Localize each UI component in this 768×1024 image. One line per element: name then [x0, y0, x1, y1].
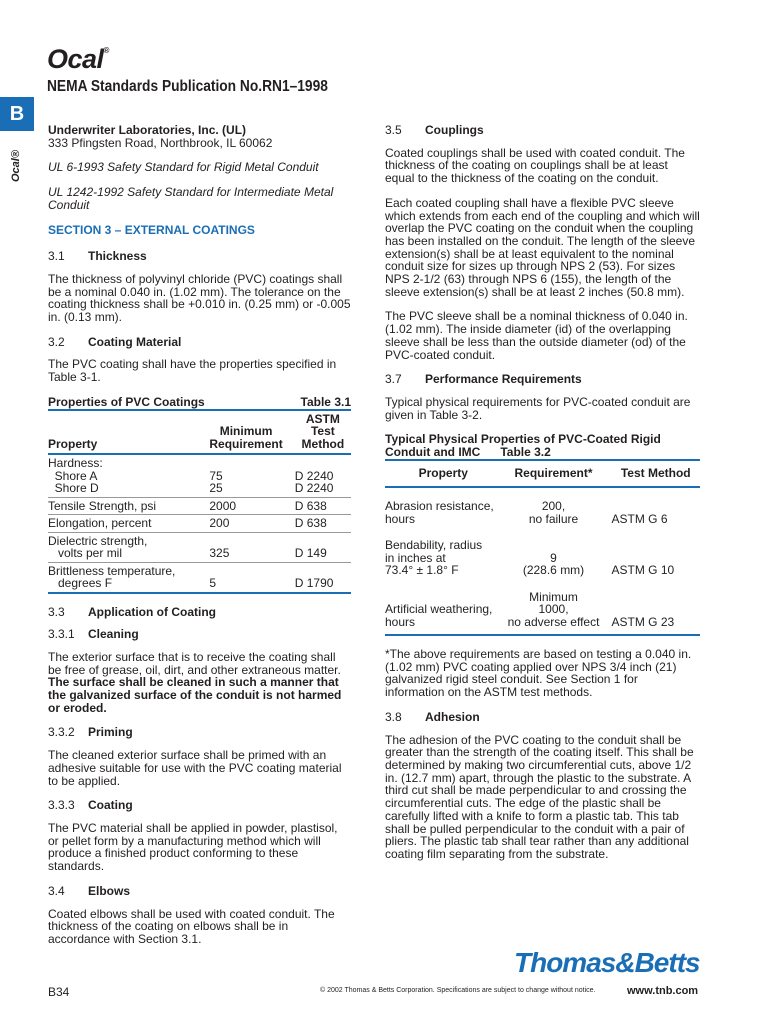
table-row	[48, 515, 351, 533]
ul-title: Underwriter Laboratories, Inc. (UL)	[48, 123, 247, 137]
heading-3-3-1: 3.3.1 Cleaning	[48, 627, 139, 642]
heading-3-2: 3.2 Coating Material	[48, 334, 182, 349]
page-number: B34	[48, 985, 70, 999]
table-cell-property: Hardness: Shore A Shore D	[48, 454, 187, 497]
table-3-1	[48, 409, 351, 594]
left-column	[48, 124, 351, 958]
heading-3-3: 3.3 Application of Coating	[48, 604, 216, 619]
table-cell-requirement: Minimum 1000, no adverse effect	[502, 579, 606, 636]
section-3-heading: SECTION 3 – EXTERNAL COATINGS	[48, 222, 255, 237]
table-header: Test Method	[620, 466, 691, 481]
heading-3-1: 3.1 Thickness	[48, 249, 147, 264]
heading-3-8: 3.8 Adhesion	[385, 709, 480, 724]
table-cell-method: D 149	[283, 532, 351, 562]
text-3-2: The PVC coating shall have the properties specified in Table 3-1.	[48, 357, 337, 385]
table-row	[385, 527, 700, 579]
section-tab: B	[0, 97, 34, 131]
table-cell-method: ASTM G 10	[611, 563, 675, 578]
table-row	[385, 487, 700, 527]
website-link[interactable]: www.tnb.com	[627, 985, 699, 997]
ul-standard-1: UL 6-1993 Safety Standard for Rigid Metal Conduit	[48, 160, 319, 175]
table-header: Minimum Requirement	[209, 424, 283, 451]
table-cell-property: Bendability, radius in inches at 73.4° ± 1.8° F	[385, 538, 483, 578]
side-brand: Ocal®	[10, 150, 22, 182]
heading-3-7: 3.7 Performance Requirements	[385, 372, 582, 387]
table-row	[385, 579, 700, 636]
text-3-8: The adhesion of the PVC coating to the conduit shall be greater than the strength of the coating itself. This shall be determined by making two circumferential cuts, above 1/2 in. (12.7 mm) apart, through the plastic to the substrate. A third cut shall be made perpendicular to and crossing the circumferential cuts. The edge of the plastic shall be carefully lifted with a knife to form a plastic tab. This tab shall be pulled perpendicular to the conduit with a pair of pliers. The plastic tab shall tear rather than any additional coating film separating from the substrate.	[385, 732, 694, 861]
table-cell-requirement: 9 (228.6 mm)	[522, 550, 585, 578]
table-3-1-caption: Properties of PVC Coatings Table 3.1	[48, 394, 351, 409]
table-cell-requirement: 200	[187, 515, 282, 533]
text-3-3-3: The PVC material shall be applied in powder, plastisol, or pellet form by a manufacturing method which will produce a finished product conforming to these standards.	[48, 820, 338, 874]
table-cell-method: D 638	[283, 515, 351, 533]
table-cell-property: Dielectric strength, volts per mil	[48, 532, 187, 562]
table-3-2	[385, 459, 700, 636]
table-cell-method: D 638	[283, 497, 351, 515]
table-3-2-footnote: *The above requirements are based on testing a 0.040 in. (1.02 mm) PVC coating applied over NPS 3/4 inch (21) galvanized rigid steel conduit. See Section 1 for information on the ASTM test methods.	[385, 647, 692, 700]
table-cell-requirement: 200, no failure	[528, 499, 579, 526]
copyright-notice: © 2002 Thomas & Betts Corporation. Specifications are subject to change without notice.	[320, 987, 596, 994]
thomas-betts-logo: Thomas&Betts	[514, 947, 700, 978]
table-cell-requirement: 75 25	[187, 454, 282, 497]
table-cell-method: D 2240 D 2240	[283, 454, 351, 497]
table-cell-requirement: 325	[187, 532, 282, 562]
table-cell-method: ASTM G 23	[605, 579, 700, 636]
table-row	[48, 562, 351, 593]
right-column	[385, 124, 700, 873]
table-3-2-caption: Typical Physical Properties of PVC-Coated Rigid Conduit and IMC Table 3.2	[385, 432, 661, 460]
text-3-3-2: The cleaned exterior surface shall be primed with an adhesive suitable for use with the PVC coating material to be applied.	[48, 748, 342, 788]
heading-3-5: 3.5 Couplings	[385, 123, 484, 137]
table-cell-requirement: 2000	[187, 497, 282, 515]
table-header: ASTM Test Method	[301, 411, 345, 451]
table-cell-requirement: 5	[187, 562, 282, 593]
table-cell-property: Artificial weathering, hours	[385, 579, 502, 636]
table-row	[48, 497, 351, 515]
heading-3-3-3: 3.3.3 Coating	[48, 798, 133, 813]
text-3-4: Coated elbows shall be used with coated conduit. The thickness of the coating on elbows shall be in accordance with Section 3.1.	[48, 906, 335, 946]
table-header: Property	[48, 436, 98, 451]
text-3-3-1: The exterior surface that is to receive the coating shall be free of grease, oil, dirt, and other extraneous matter. The surface shall be cleaned in such a manner that the galvanized surface of the conduit is not harmed or eroded.	[48, 649, 342, 715]
table-row	[48, 454, 351, 497]
table-row	[48, 532, 351, 562]
table-cell-method: D 1790	[283, 562, 351, 593]
text-3-5-p1: Coated couplings shall be used with coated conduit. The thickness of the coating on couplings shall be at least equal to the thickness of the coating on the conduit.	[385, 145, 685, 186]
table-header: Property	[418, 466, 468, 481]
heading-3-4: 3.4 Elbows	[48, 883, 131, 898]
table-header: Requirement*	[514, 466, 593, 481]
table-cell-property: Tensile Strength, psi	[48, 497, 187, 515]
ocal-logo: Ocal®	[47, 44, 109, 74]
table-cell-property: Elongation, percent	[48, 515, 187, 533]
text-3-5-p3: The PVC sleeve shall be a nominal thickness of 0.040 in. (1.02 mm). The inside diameter (id) of the overlapping sleeve shall be less than the outside diameter (od) of the PVC-coated conduit.	[385, 309, 688, 362]
table-cell-property: Brittleness temperature, degrees F	[48, 562, 187, 593]
heading-3-3-2: 3.3.2 Priming	[48, 725, 133, 740]
publication-title: NEMA Standards Publication No.RN1–1998	[47, 78, 328, 95]
text-3-7: Typical physical requirements for PVC-coated conduit are given in Table 3-2.	[385, 394, 691, 422]
ul-standard-2: UL 1242-1992 Safety Standard for Intermediate Metal Conduit	[48, 185, 334, 212]
text-3-1: The thickness of polyvinyl chloride (PVC) coatings shall be a nominal 0.040 in. (1.02 mm). The tolerance on the coating thickness shall be +0.010 in. (0.25 mm) or -0.005 in. (0.13 mm).	[48, 271, 351, 325]
table-cell-method: ASTM G 6	[611, 511, 668, 526]
ul-address: 333 Pfingsten Road, Northbrook, IL 60062	[48, 135, 273, 150]
table-cell-property: Abrasion resistance, hours	[385, 499, 494, 526]
text-3-5-p2: Each coated coupling shall have a flexible PVC sleeve which extends from each end of the coupling and which will overlap the PVC coating on the conduit when the coupling has been installed on the conduit. The length of the sleeve extension(s) shall be at least equivalent to the nominal conduit size for sizes up through NPS 2 (53). For sizes NPS 2-1/2 (63) through NPS 6 (155), the length of the sleeve extension(s) shall be at least 2 inches (50.8 mm).	[385, 195, 700, 299]
